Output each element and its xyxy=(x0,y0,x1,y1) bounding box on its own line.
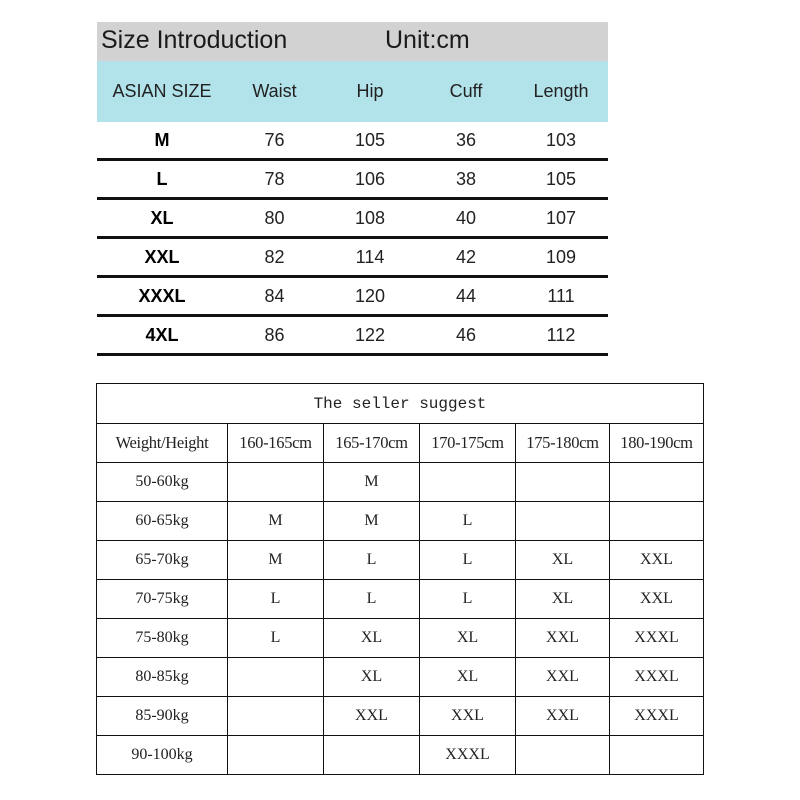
column-header: ASIAN SIZE xyxy=(112,81,212,101)
size-table-header xyxy=(97,22,608,61)
seller-suggest-table xyxy=(96,383,704,775)
suggest-table-title: The seller suggest xyxy=(97,384,704,424)
table-cell: 105 xyxy=(545,168,577,189)
weight-range: 65-70kg xyxy=(97,541,228,580)
table-cell: XL xyxy=(324,619,420,658)
table-cell: L xyxy=(228,580,324,619)
table-cell: 107 xyxy=(545,207,577,228)
table-row xyxy=(97,463,704,502)
size-table-title: Size Introduction xyxy=(101,26,288,54)
table-cell: 120 xyxy=(354,285,386,306)
weight-range: 50-60kg xyxy=(97,463,228,502)
table-cell xyxy=(610,502,704,541)
table-cell: 46 xyxy=(455,324,477,345)
table-cell: 122 xyxy=(354,324,386,345)
size-label: XXXL xyxy=(138,285,186,306)
table-row xyxy=(97,502,704,541)
table-cell: XXXL xyxy=(610,658,704,697)
column-header: 175-180cm xyxy=(516,424,610,463)
table-cell xyxy=(228,658,324,697)
column-header: Length xyxy=(533,81,589,101)
table-cell: L xyxy=(324,541,420,580)
table-title-row xyxy=(97,384,704,424)
table-cell: XXL xyxy=(516,619,610,658)
table-row xyxy=(97,122,608,161)
weight-range: 90-100kg xyxy=(97,736,228,775)
table-cell: M xyxy=(228,541,324,580)
column-header: 180-190cm xyxy=(610,424,704,463)
column-header: 165-170cm xyxy=(324,424,420,463)
table-cell: 106 xyxy=(354,168,386,189)
size-table xyxy=(97,22,608,356)
table-row xyxy=(97,278,608,317)
table-cell: 82 xyxy=(264,246,285,267)
table-cell: XL xyxy=(516,541,610,580)
table-cell xyxy=(610,463,704,502)
table-cell: 105 xyxy=(354,129,386,150)
weight-range: 80-85kg xyxy=(97,658,228,697)
table-row xyxy=(97,619,704,658)
table-cell: 108 xyxy=(354,207,386,228)
size-label: 4XL xyxy=(145,324,179,345)
table-cell: 36 xyxy=(455,129,477,150)
table-cell: 38 xyxy=(455,168,477,189)
table-cell: XXL xyxy=(610,580,704,619)
table-cell: 44 xyxy=(455,285,477,306)
table-row xyxy=(97,161,608,200)
table-cell: 42 xyxy=(455,246,477,267)
table-cell: XXXL xyxy=(420,736,516,775)
table-cell: XXL xyxy=(610,541,704,580)
table-cell: L xyxy=(228,619,324,658)
table-cell xyxy=(516,502,610,541)
table-cell: XL xyxy=(420,619,516,658)
table-cell: L xyxy=(420,541,516,580)
table-cell: XXXL xyxy=(610,619,704,658)
table-cell: L xyxy=(420,502,516,541)
table-cell: 80 xyxy=(264,207,285,228)
table-cell: M xyxy=(228,502,324,541)
weight-range: 70-75kg xyxy=(97,580,228,619)
table-cell: L xyxy=(324,580,420,619)
table-cell: 109 xyxy=(545,246,577,267)
table-cell: 114 xyxy=(355,246,385,267)
size-label: M xyxy=(154,129,170,150)
table-cell: XXL xyxy=(516,658,610,697)
table-cell: XXXL xyxy=(610,697,704,736)
table-cell xyxy=(516,736,610,775)
table-cell: 78 xyxy=(264,168,285,189)
table-row xyxy=(97,239,608,278)
table-cell: 112 xyxy=(546,324,576,345)
weight-range: 75-80kg xyxy=(97,619,228,658)
weight-range: 85-90kg xyxy=(97,697,228,736)
table-cell: M xyxy=(324,463,420,502)
table-cell: 103 xyxy=(545,129,577,150)
table-row xyxy=(97,736,704,775)
table-cell xyxy=(228,463,324,502)
table-cell xyxy=(610,736,704,775)
table-cell xyxy=(228,736,324,775)
table-cell: XXL xyxy=(516,697,610,736)
table-row xyxy=(97,658,704,697)
column-header: Cuff xyxy=(449,81,483,101)
table-cell xyxy=(516,463,610,502)
table-cell: L xyxy=(420,580,516,619)
column-header: Weight/Height xyxy=(97,424,228,463)
size-label: XL xyxy=(150,207,174,228)
size-table-unit: Unit:cm xyxy=(385,26,470,54)
table-cell: XL xyxy=(420,658,516,697)
column-header: 170-175cm xyxy=(420,424,516,463)
column-header: Waist xyxy=(252,81,297,101)
size-table-column-header-row xyxy=(97,61,608,122)
table-row xyxy=(97,200,608,239)
column-header: Hip xyxy=(356,81,384,101)
table-cell: 76 xyxy=(264,129,285,150)
column-header: 160-165cm xyxy=(228,424,324,463)
table-cell xyxy=(228,697,324,736)
table-cell xyxy=(324,736,420,775)
table-header-row xyxy=(97,424,704,463)
table-row xyxy=(97,541,704,580)
weight-range: 60-65kg xyxy=(97,502,228,541)
table-row xyxy=(97,697,704,736)
table-cell: 111 xyxy=(547,285,575,306)
size-label: XXL xyxy=(144,246,180,267)
table-row xyxy=(97,580,704,619)
table-cell: 84 xyxy=(264,285,285,306)
size-label: L xyxy=(156,168,168,189)
table-cell: XL xyxy=(324,658,420,697)
table-cell: M xyxy=(324,502,420,541)
table-row xyxy=(97,317,608,356)
table-cell: 86 xyxy=(264,324,285,345)
table-cell: 40 xyxy=(455,207,477,228)
table-cell: XXL xyxy=(324,697,420,736)
table-cell: XL xyxy=(516,580,610,619)
table-cell xyxy=(420,463,516,502)
table-cell: XXL xyxy=(420,697,516,736)
